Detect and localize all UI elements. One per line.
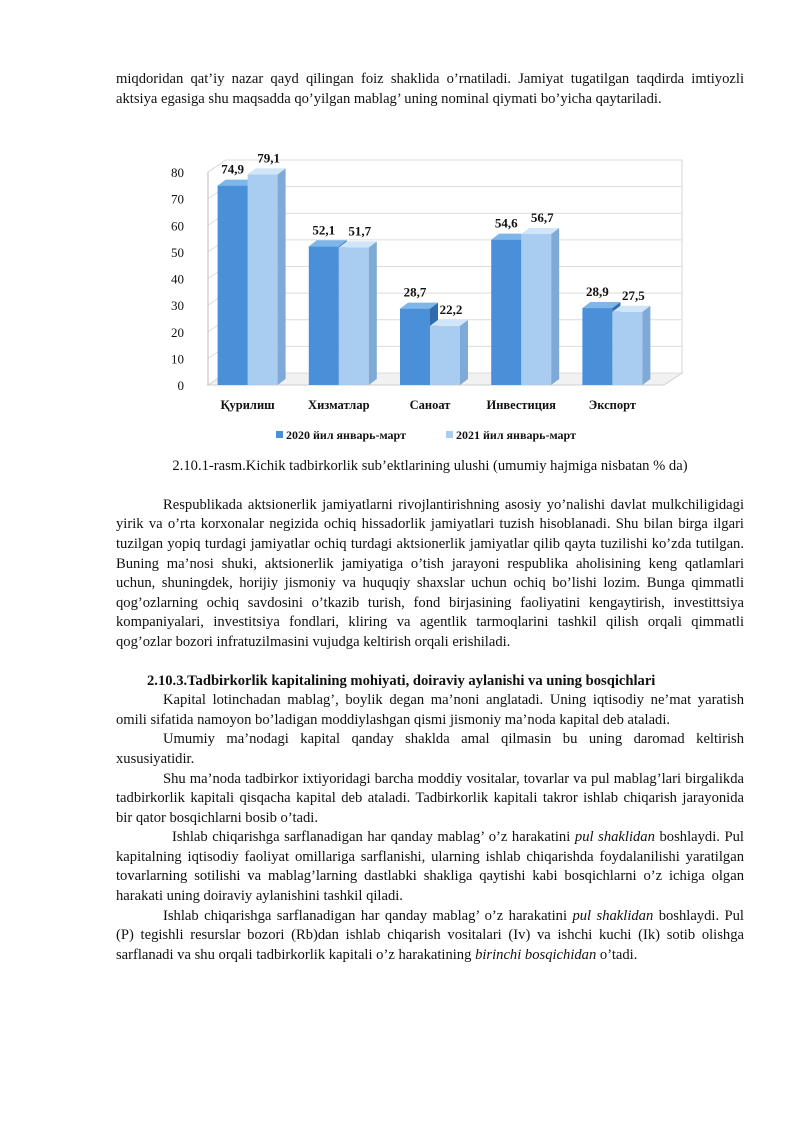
- bar: [430, 326, 460, 385]
- x-tick-label: Хизматлар: [308, 398, 370, 413]
- paragraph-6-text-a: Ishlab chiqarishga sarflanadigan har qanday mablag’ o’z harakatini: [163, 907, 573, 924]
- data-label: 79,1: [257, 150, 280, 166]
- bar: [582, 308, 612, 385]
- paragraph-5-text-b: boshlaydi. Pul kapitalning iqtisodiy faoliyat omillariga sarflanishi, ularning ishlab chiqarishda foydalanilishi yaratilgan tovarlarning sotilishi va mablag’larning dastlabki shakliga qaytishi kabi bosqichlarni o’z ichiga olgan harakati uning doiraviy aylanishini tashkil qiladi.: [116, 829, 744, 905]
- bar: [521, 234, 551, 385]
- y-tick-label: 0: [177, 378, 184, 394]
- y-tick-label: 80: [171, 165, 184, 181]
- bar-side: [642, 306, 650, 385]
- document-page: [116, 70, 744, 965]
- bar: [309, 246, 339, 385]
- paragraph-6-emphasis-2: birinchi bosqichidan: [475, 946, 597, 963]
- legend-swatch: [276, 431, 283, 438]
- y-tick-label: 70: [171, 191, 184, 207]
- legend-label: 2021 йил январь-март: [456, 428, 576, 443]
- x-tick-label: Қурилиш: [220, 398, 275, 413]
- data-label: 54,6: [494, 215, 518, 231]
- paragraph-1: Respublikada aktsionerlik jamiyatlarni rivojlantirishning asosiy yo’nalishi davlat mulkchiligidagi yirik va o’rta korxonalar negizida ochiq hissadorlik jamiyatlari tuzish hisoblanadi. Shu bilan birga ilgari tuzilgan yopiq turdagi jamiyatlar ochiq turdagi aktsionerlik jamiyatlar qilib qayta tuzilishi ko’zda tutilgan. Buning ma’nosi shuki, aktsionerlik jamiyatiga o’tish jarayoni respublika aholisining keng qatlamlari uchun, shuningdek, horijiy jismoniy va huquqiy shaxslar uchun ochiq bo’lishi lozim. Bunga qimmatli qog’ozlarning ochiq savdosini o’tkazib turish, fond birjasining faoliyatini kengaytirish, investittsiya kompaniyalari, investitsiya fondlari, kliring va agentlik tarmoqlarini tashkil qilish orqali qimmatli qog’ozlar bozori infratuzilmasini vujudga keltirish orqali erishiladi.: [116, 496, 744, 650]
- figure-caption: 2.10.1-rasm.Kichik tadbirkorlik sub’ektlarining ulushi (umumiy hajmiga nisbatan % da): [172, 458, 688, 475]
- x-tick-label: Инвестиция: [486, 398, 556, 413]
- paragraph-6-emphasis-1: pul shaklidan: [572, 907, 654, 924]
- legend-label: 2020 йил январь-март: [286, 428, 406, 443]
- bar: [400, 309, 430, 385]
- data-label: 27,5: [622, 287, 645, 303]
- paragraph-5-text-a: Ishlab chiqarishga sarflanadigan har qanday mablag’ o’z harakatini: [172, 829, 575, 846]
- paragraph-6-text-b: boshlaydi. Pul (P) tegishli resurslar bozori (Rb)dan ishlab chiqarish vositalari (Iv) va ishchi kuchi (Ik) sotib olishga sarflanadi va shu orqali tadbirkorlik kapitali o’z harakatining: [116, 907, 744, 963]
- x-tick-label: Саноат: [409, 398, 451, 413]
- legend-swatch: [446, 431, 453, 438]
- data-label: 74,9: [221, 161, 244, 177]
- paragraph-3: Umumiy ma’nodagi kapital qanday shaklda amal qilmasin bu uning daromad keltirish xususiyatidir.: [116, 731, 744, 767]
- paragraph-6: [116, 907, 744, 966]
- data-label: 28,9: [586, 284, 609, 300]
- data-label: 22,2: [439, 302, 463, 318]
- y-tick-label: 20: [171, 324, 184, 340]
- section-heading: 2.10.3.Tadbirkorlik kapitalining mohiyati, doiraviy aylanishi va uning bosqichlari: [147, 672, 656, 689]
- bar: [339, 248, 369, 386]
- bar: [612, 312, 642, 385]
- paragraph-4: Shu ma’noda tadbirkor ixtiyoridagi barcha moddiy vositalar, tovarlar va pul mablag’lari birgalikda tadbirkorlik kapitali qisqacha kapital deb ataladi. Tadbirkorlik kapitali takror ishlab chiqarish jarayonida bir qator bosqichlarni bosib o’tadi.: [116, 770, 744, 826]
- data-label: 52,1: [312, 222, 336, 238]
- y-tick-label: 30: [171, 298, 184, 314]
- y-tick-label: 40: [171, 271, 184, 287]
- bar: [218, 186, 248, 385]
- y-tick-label: 10: [171, 351, 184, 367]
- bar: [491, 240, 521, 385]
- data-label: 28,7: [403, 284, 427, 300]
- paragraph-5: [116, 828, 744, 906]
- bar-chart: [116, 127, 744, 451]
- paragraph-6-text-c: o’tadi.: [596, 946, 638, 963]
- intro-paragraph: miqdoridan qat’iy nazar qayd qilingan foiz shaklida o’rnatiladi. Jamiyat tugatilgan taqdirda imtiyozli aktsiya egasiga shu maqsadda qo’yilgan mablag’ uning nominal qiymati bo’yicha qaytariladi.: [116, 71, 744, 107]
- x-tick-label: Экспорт: [588, 398, 637, 413]
- bar-side: [278, 169, 286, 386]
- data-label: 51,7: [348, 223, 372, 239]
- bar: [248, 175, 278, 386]
- bar-chart-svg: [116, 127, 744, 451]
- bar-side: [551, 228, 559, 385]
- paragraph-5-emphasis: pul shaklidan: [574, 829, 655, 846]
- bar-side: [369, 242, 377, 386]
- data-label: 56,7: [530, 210, 554, 226]
- paragraph-2: Kapital lotinchadan mablag’, boylik degan ma’noni anglatadi. Uning iqtisodiy ne’mat yaratish omili sifatida namoyon bo’ladigan moddiylashgan qismi jismoniy ma’noda kapital deb ataladi.: [116, 692, 744, 728]
- bar-side: [460, 320, 468, 385]
- y-tick-label: 60: [171, 218, 184, 234]
- y-tick-label: 50: [171, 245, 184, 261]
